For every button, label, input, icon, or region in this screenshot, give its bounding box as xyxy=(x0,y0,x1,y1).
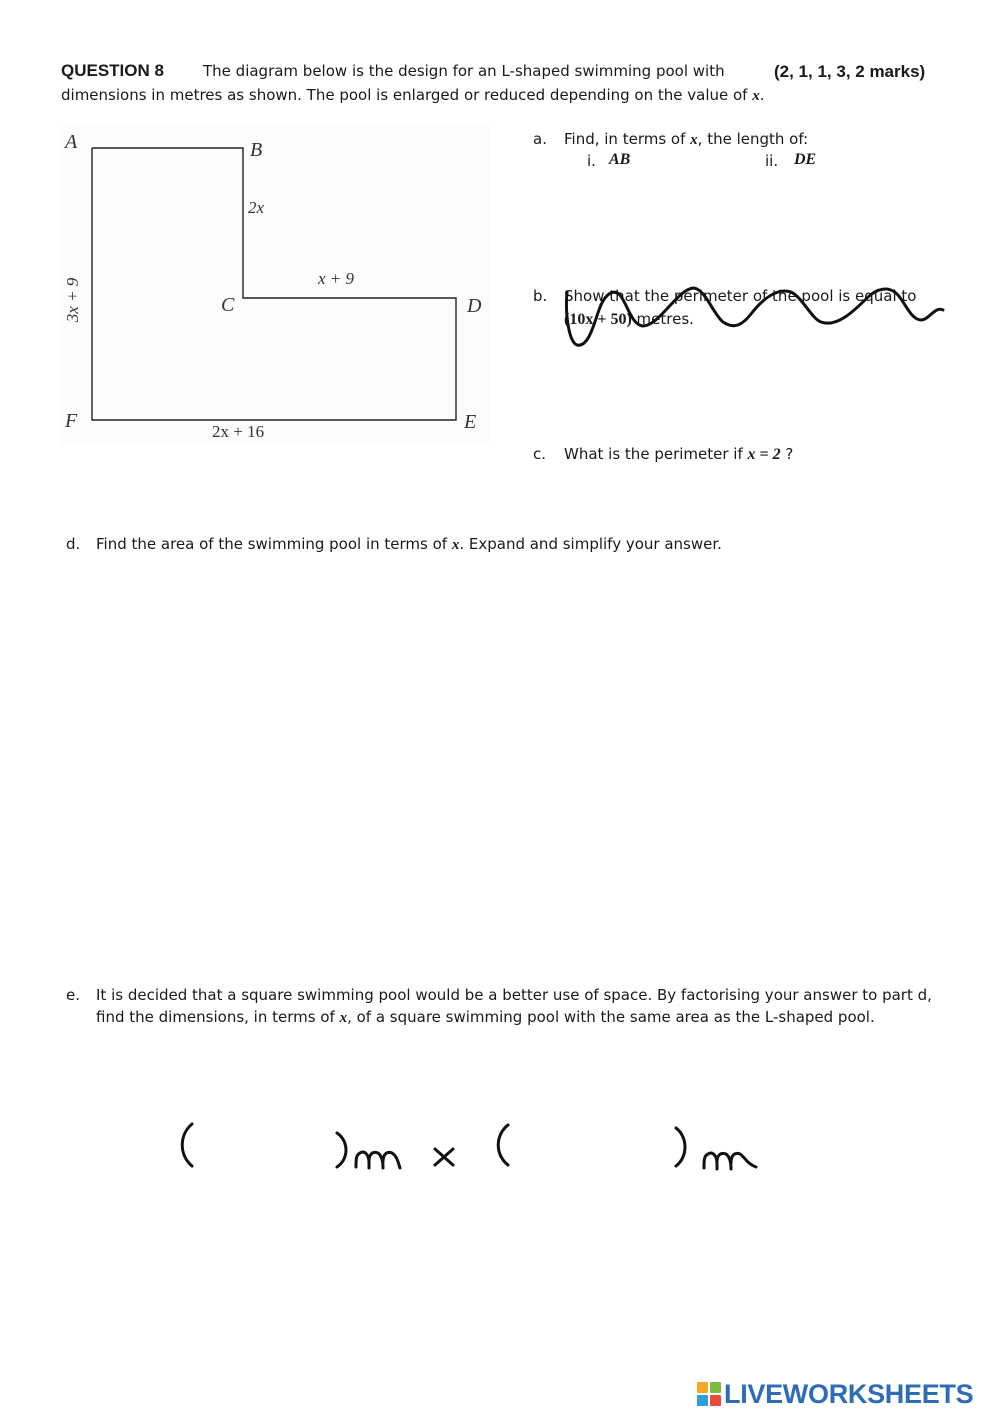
logo-icon xyxy=(697,1382,721,1406)
dim-bc: 2x xyxy=(248,198,265,217)
vertex-a: A xyxy=(65,131,78,153)
part-e-label: e. xyxy=(66,986,80,1004)
part-a-text: Find, in terms of x, the length of: xyxy=(564,130,809,148)
liveworksheets-logo xyxy=(697,1378,973,1410)
part-a-ii-value: DE xyxy=(794,151,817,168)
part-b-line2: (10x + 50) metres. xyxy=(564,310,694,328)
part-a-i-value: AB xyxy=(609,151,631,168)
vertex-b: B xyxy=(250,139,263,161)
part-a-i-label: i. xyxy=(587,152,596,170)
vertex-f: F xyxy=(65,410,78,432)
intro-line-2: dimensions in metres as shown. The pool is enlarged or reduced depending on the value of x. xyxy=(61,86,765,104)
pool-outline xyxy=(55,120,555,450)
part-b-label: b. xyxy=(533,287,548,305)
question-label: QUESTION 8 xyxy=(61,61,164,80)
part-c-label: c. xyxy=(533,445,547,463)
part-a-label: a. xyxy=(533,130,547,148)
scribble-mark xyxy=(555,280,955,360)
dim-cd: x + 9 xyxy=(318,269,355,288)
dim-af: 3x + 9 xyxy=(63,277,82,323)
intro-line-1: The diagram below is the design for an L-shaped swimming pool with xyxy=(203,62,725,80)
part-b-line1: Show that the perimeter of the pool is equal to xyxy=(564,287,917,305)
marks-label: (2, 1, 1, 3, 2 marks) xyxy=(774,62,926,81)
part-d-label: d. xyxy=(66,535,81,553)
part-a-ii-label: ii. xyxy=(765,152,779,170)
handwriting-strokes xyxy=(170,1115,790,1185)
vertex-d: D xyxy=(467,295,482,317)
vertex-e: E xyxy=(464,411,477,433)
part-e-line1: It is decided that a square swimming pool would be a better use of space. By factorising your answer to part d, xyxy=(96,986,932,1004)
part-d-text: Find the area of the swimming pool in terms of x. Expand and simplify your answer. xyxy=(96,535,722,553)
vertex-c: C xyxy=(221,294,235,316)
part-c-text: What is the perimeter if x = 2 ? xyxy=(564,445,794,463)
part-e-line2: find the dimensions, in terms of x, of a square swimming pool with the same area as the L-shaped pool. xyxy=(96,1008,875,1026)
logo-text: LIVEWORKSHEETS xyxy=(724,1378,974,1409)
dim-fe: 2x + 16 xyxy=(212,422,265,441)
